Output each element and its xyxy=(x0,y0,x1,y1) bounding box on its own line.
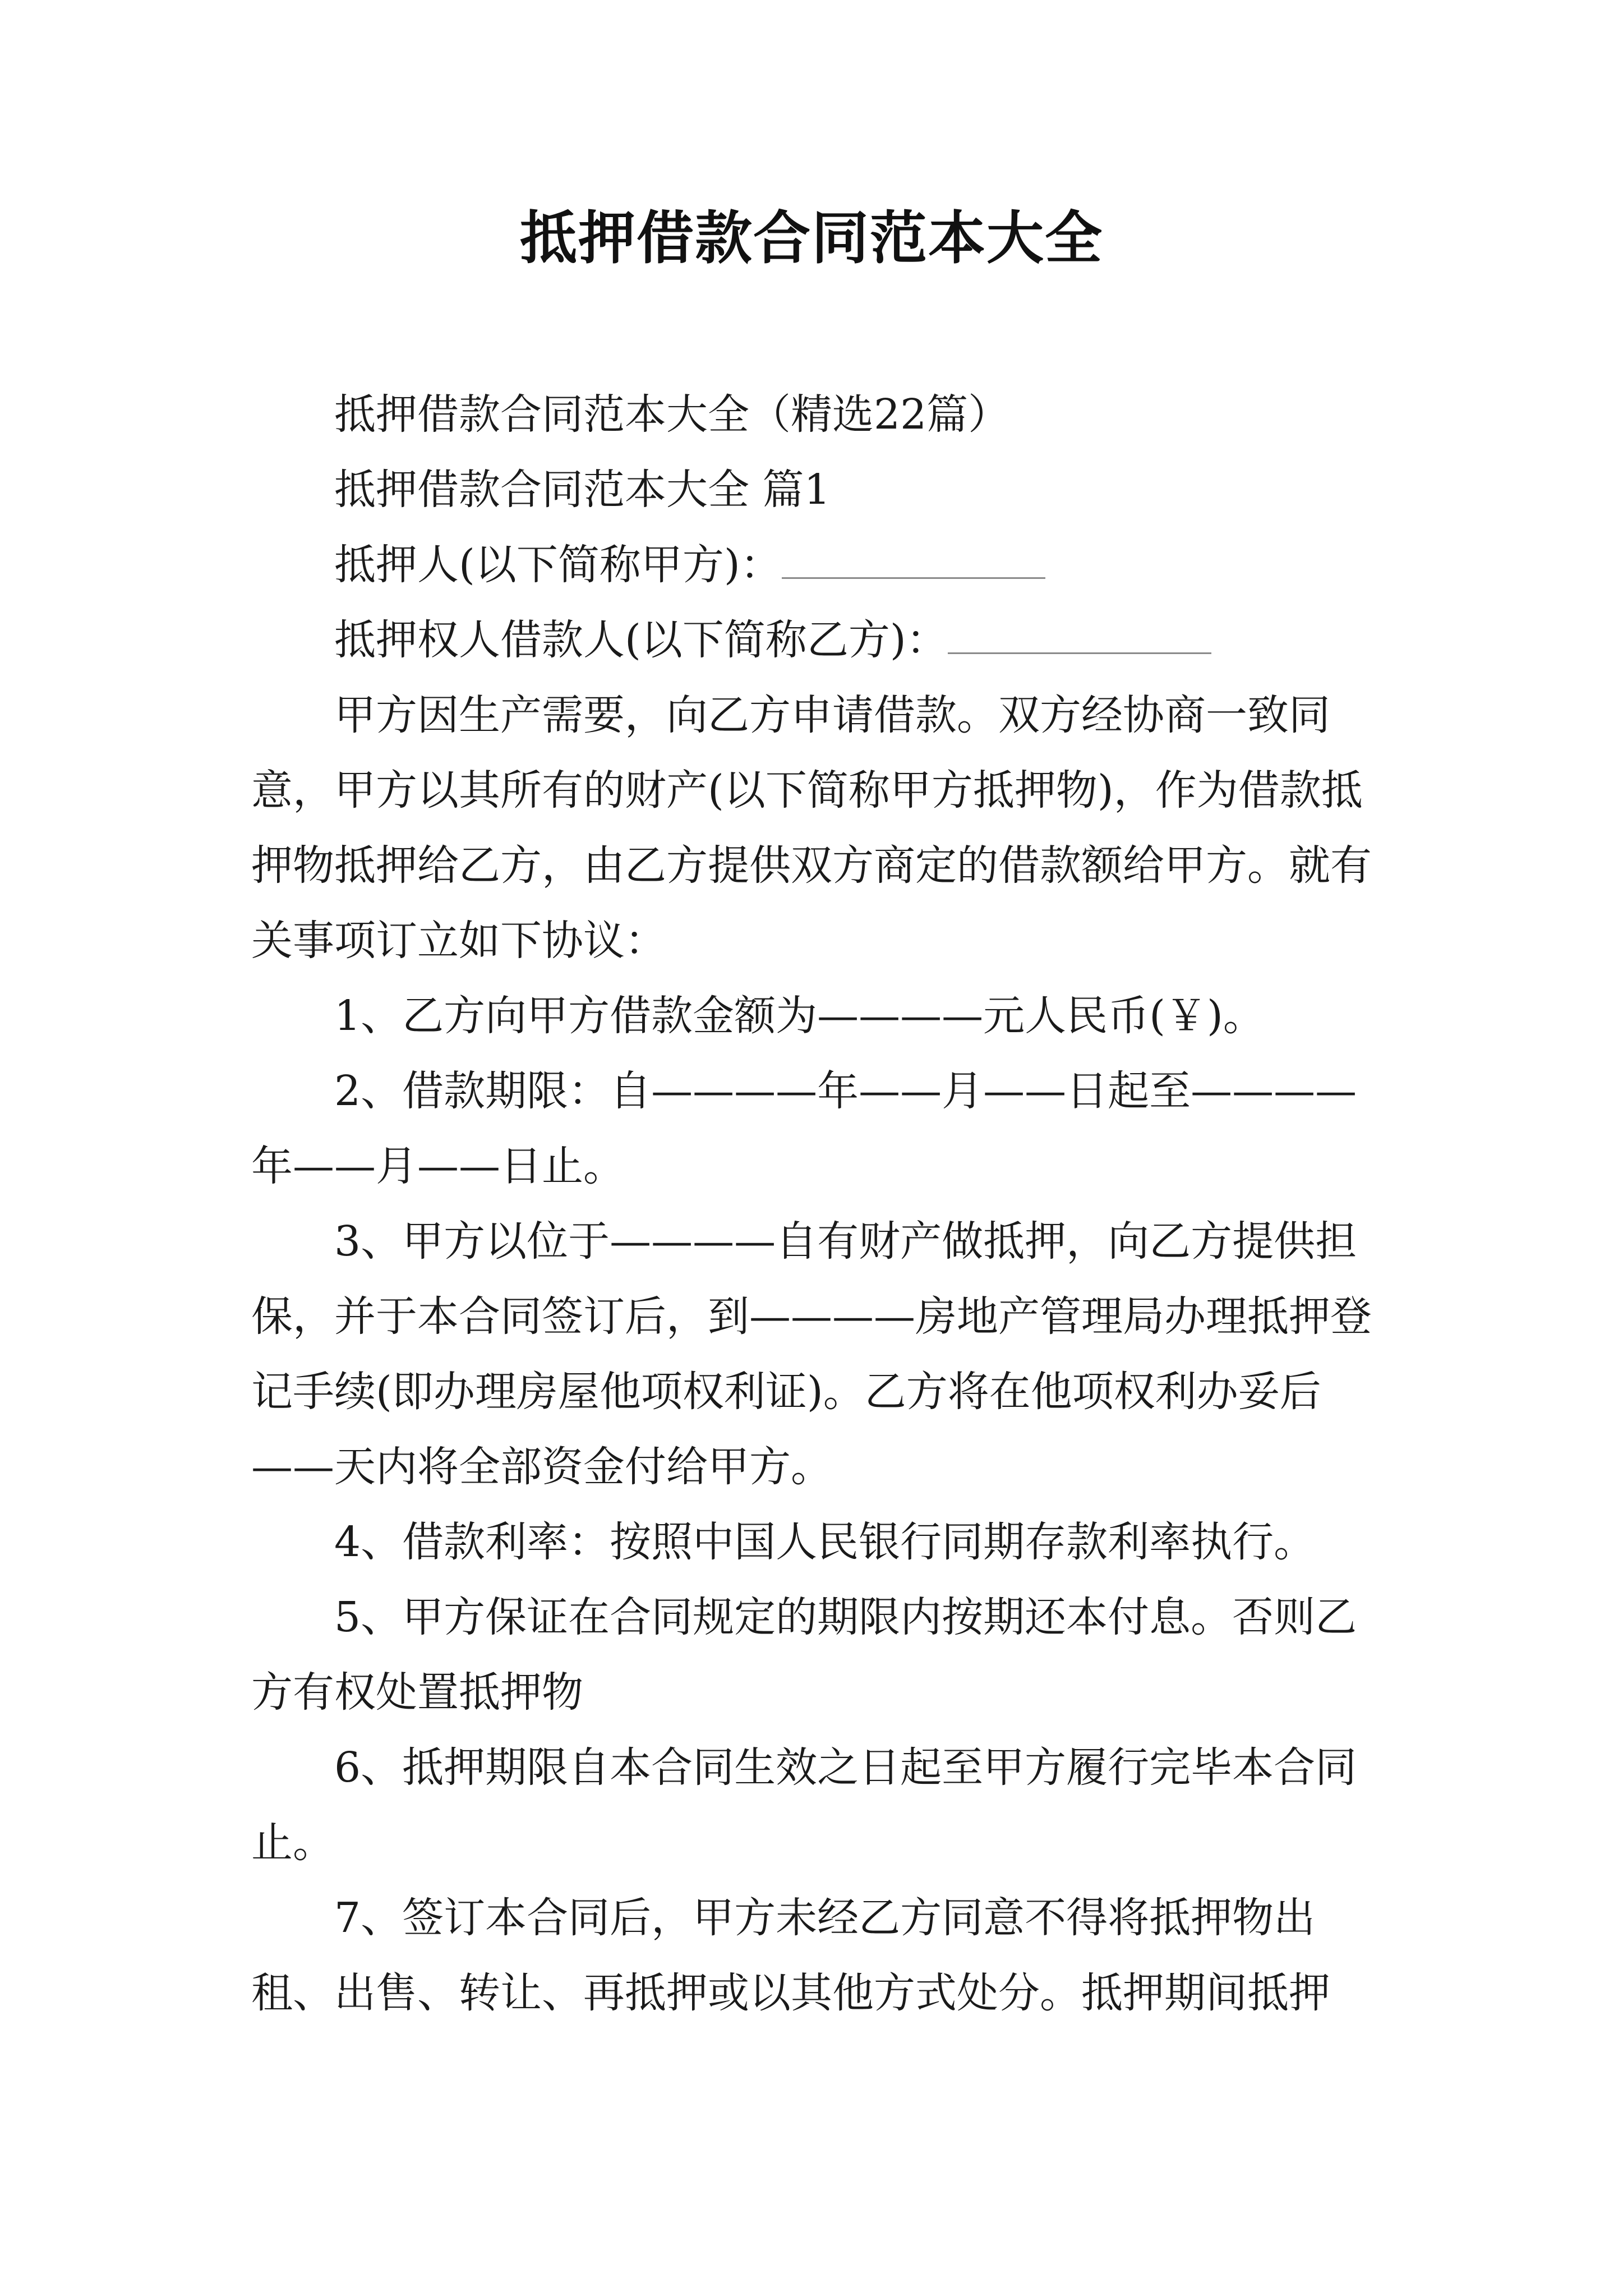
paragraph: 6、抵押期限自本合同生效之日起至甲方履行完毕本合同止。 xyxy=(251,1743,1357,1867)
mortgagee-blank xyxy=(948,619,1211,654)
document-title: 抵押借款合同范本大全 xyxy=(520,205,1103,272)
mortgagor-blank xyxy=(782,544,1045,579)
mortgagee-label: 抵押权人借款人(以下简称乙方)： xyxy=(334,616,948,664)
mortgagor-label: 抵押人(以下简称甲方)： xyxy=(334,541,782,589)
mortgagor-line xyxy=(251,527,1384,602)
section-heading: 抵押借款合同范本大全 篇1 xyxy=(334,466,831,514)
document-body xyxy=(251,377,1384,2031)
paragraph: 5、甲方保证在合同规定的期限内按期还本付息。否则乙方有权处置抵押物 xyxy=(251,1593,1357,1717)
paragraph: 4、借款利率：按照中国人民银行同期存款利率执行。 xyxy=(334,1518,1316,1566)
mortgagee-line xyxy=(251,602,1384,678)
paragraph: 甲方因生产需要，向乙方申请借款。双方经协商一致同意，甲方以其所有的财产(以下简称甲方抵押物)，作为借款抵押物抵押给乙方，由乙方提供双方商定的借款额给甲方。就有关事项订立如下协议： xyxy=(251,691,1372,965)
document-subtitle: 抵押借款合同范本大全（精选22篇） xyxy=(334,390,1010,439)
paragraph: 2、借款期限：自————年——月——日起至————年——月——日止。 xyxy=(251,1067,1357,1190)
paragraph: 7、签订本合同后，甲方未经乙方同意不得将抵押物出租、出售、转让、再抵押或以其他方式处分。抵押期间抵押 xyxy=(251,1894,1330,2017)
paragraph: 1、乙方向甲方借款金额为————元人民币(￥)。 xyxy=(334,992,1265,1040)
paragraph: 3、甲方以位于————自有财产做抵押，向乙方提供担保，并于本合同签订后，到————房地产管理局办理抵押登记手续(即办理房屋他项权利证)。乙方将在他项权利办妥后——天内将全部资金付给甲方。 xyxy=(251,1217,1372,1491)
